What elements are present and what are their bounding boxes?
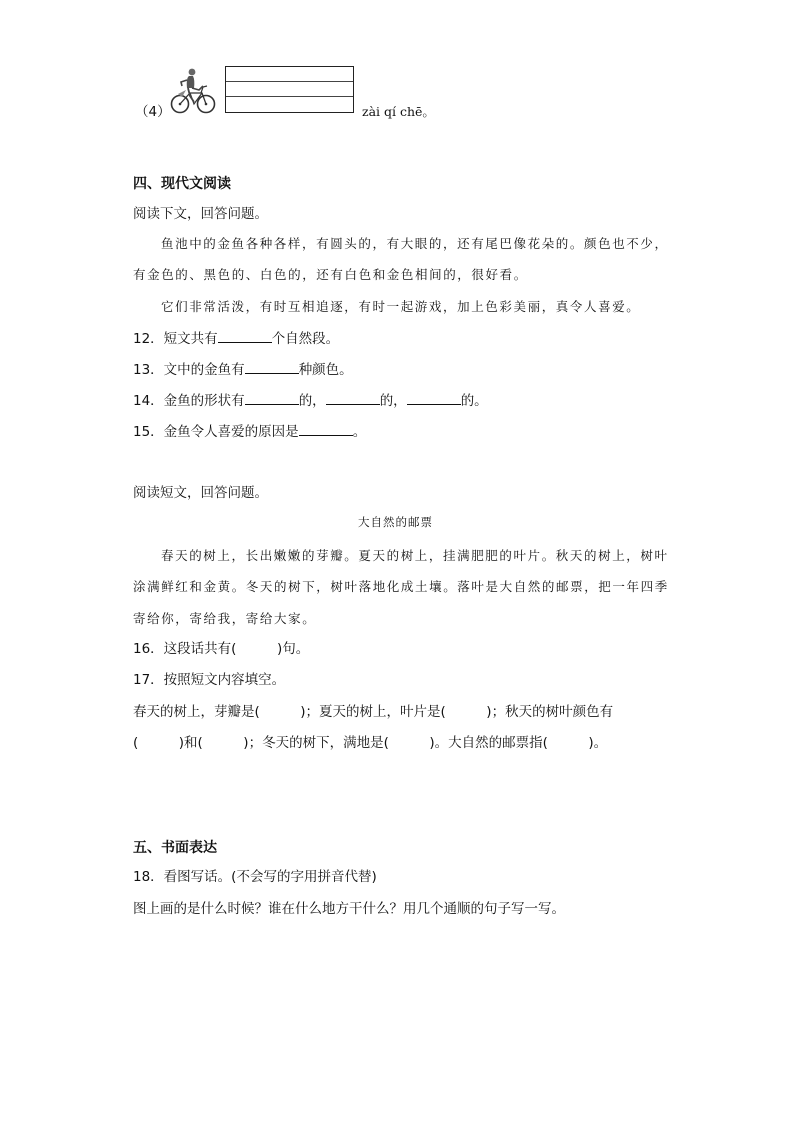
passage1-line3: 它们非常活泼，有时互相追逐，有时一起游戏，加上色彩美丽，真令人喜爱。 [161,299,641,314]
passage2-line3: 寄给你，寄给我，寄给大家。 [133,611,317,626]
q17-line-1: 春天的树上，芽瓣是( )；夏天的树上，叶片是( )；秋天的树叶颜色有 [133,704,614,720]
q18-prompt: 图上画的是什么时候？谁在什么地方干什么？用几个通顺的句子写一写。 [133,901,565,917]
q4-label: （4） [135,104,171,120]
reading2-title: 大自然的邮票 [358,515,433,529]
question-16: 16．这段话共有( )句。 [133,641,310,657]
q12-text: 12．短文共有 [133,331,218,347]
q17-line-2: ( )和( )；冬天的树下，满地是( )。大自然的邮票指( )。 [133,735,608,751]
passage2-line2: 涂满鲜红和金黄。冬天的树下，树叶落地化成土壤。落叶是大自然的邮票，把一年四季 [133,579,669,594]
question-13 [133,359,353,379]
q15-blank[interactable] [299,421,353,436]
question-12 [133,328,339,348]
q14-text: 14．金鱼的形状有 [133,393,245,409]
q12-suffix: 个自然段。 [271,331,340,347]
passage1-line2: 有金色的、黑色的、白色的，还有白色和金色相间的，很好看。 [133,267,528,282]
reading2-instruction: 阅读短文，回答问题。 [133,485,268,501]
question-18: 18．看图写话。(不会写的字用拼音代替) [133,869,377,885]
question-15 [133,421,366,441]
section4-title: 四、现代文阅读 [133,176,231,192]
q13-text: 13．文中的金鱼有 [133,362,245,378]
q13-suffix: 种颜色。 [298,362,353,378]
q12-blank[interactable] [218,328,272,343]
q14-sep-1: 的， [298,393,326,409]
section4-instruction: 阅读下文，回答问题。 [133,206,268,222]
passage1-line1: 鱼池中的金鱼各种各样，有圆头的，有大眼的，还有尾巴像花朵的。颜色也不少， [161,236,669,251]
section5-title: 五、书面表达 [133,840,217,856]
q14-blank-2[interactable] [326,390,380,405]
question-17: 17．按照短文内容填空。 [133,672,286,688]
q4-pinyin: zài qí chē。 [362,104,435,119]
q14-sep-2: 的， [379,393,407,409]
writing-grid[interactable] [225,66,354,113]
question-14 [133,390,488,410]
q14-suffix: 的。 [460,393,488,409]
q13-blank[interactable] [245,359,299,374]
q14-blank-3[interactable] [407,390,461,405]
cyclist-icon [168,66,218,116]
passage2-line1: 春天的树上，长出嫩嫩的芽瓣。夏天的树上，挂满肥肥的叶片。秋天的树上，树叶 [161,548,669,563]
q15-text: 15．金鱼令人喜爱的原因是 [133,424,299,440]
q14-blank-1[interactable] [245,390,299,405]
q15-suffix: 。 [352,424,367,440]
